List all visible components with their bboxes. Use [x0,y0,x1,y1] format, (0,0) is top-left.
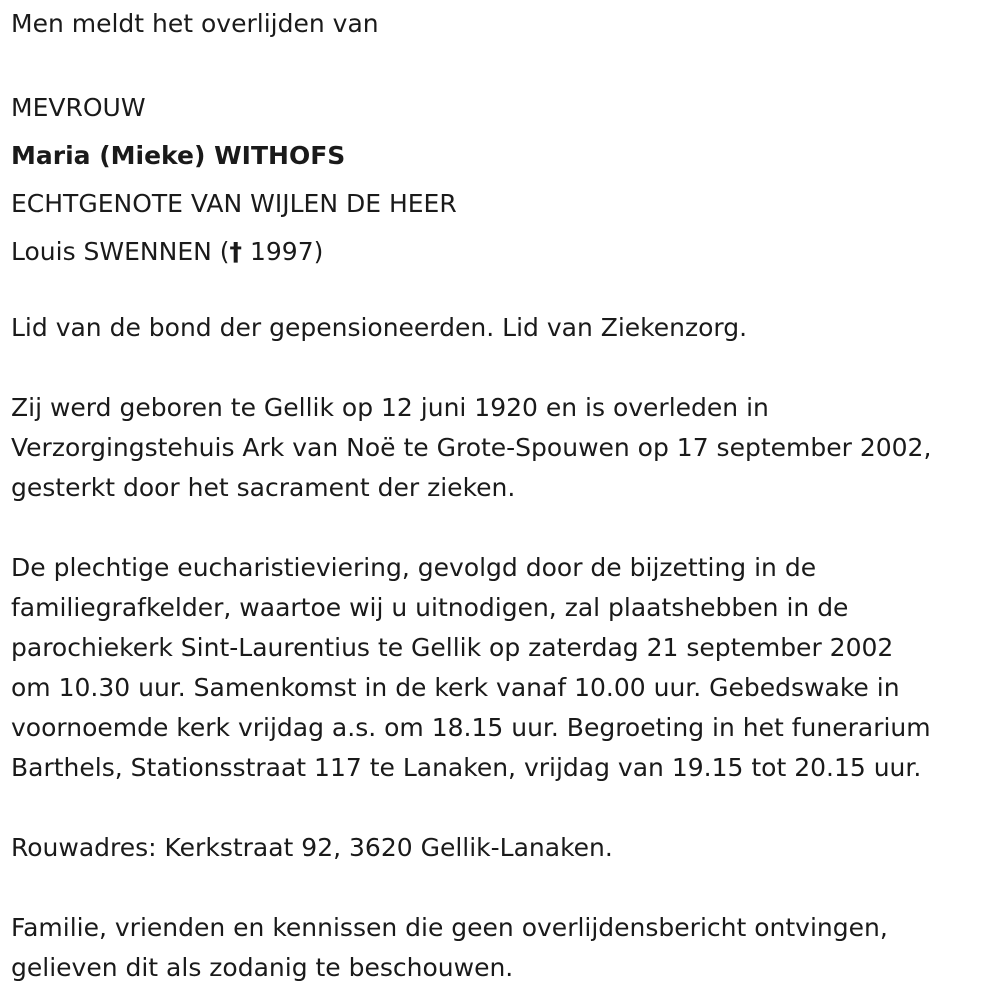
ceremony-paragraph [11,548,996,788]
paragraph-line: Familie, vrienden en kennissen die geen overlijdensbericht ontvingen, [11,913,888,942]
spacer [11,788,996,828]
spacer [11,276,996,308]
paragraph-line: parochiekerk Sint-Laurentius te Gellik op zaterdag 21 september 2002 [11,633,894,662]
address-line: Rouwadres: Kerkstraat 92, 3620 Gellik-Lanaken. [11,833,613,862]
spacer [11,44,996,84]
spouse-name: Louis SWENNEN ( [11,237,230,266]
spacer [11,508,996,548]
paragraph-line: voornoemde kerk vrijdag a.s. om 18.15 uur. Begroeting in het funerarium [11,713,931,742]
relation-line: ECHTGENOTE VAN WIJLEN DE HEER [11,189,457,218]
intro-line: Men meldt het overlijden van [11,9,379,38]
paragraph-line: gesterkt door het sacrament der zieken. [11,473,516,502]
title-line: MEVROUW [11,93,146,122]
closing-paragraph [11,908,996,988]
paragraph-line: Zij werd geboren te Gellik op 12 juni 1920 en is overleden in [11,393,769,422]
membership-line: Lid van de bond der gepensioneerden. Lid van Ziekenzorg. [11,313,748,342]
paragraph-line: Barthels, Stationsstraat 117 te Lanaken, vrijdag van 19.15 tot 20.15 uur. [11,753,922,782]
spouse-year: 1997) [242,237,324,266]
paragraph-line: Verzorgingstehuis Ark van Noë te Grote-Spouwen op 17 september 2002, [11,433,932,462]
paragraph-line: De plechtige eucharistieviering, gevolgd door de bijzetting in de [11,553,817,582]
paragraph-line: gelieven dit als zodanig te beschouwen. [11,953,514,982]
spacer [11,348,996,388]
obituary-document [11,4,996,988]
birth-paragraph [11,388,996,508]
deceased-name: Maria (Mieke) WITHOFS [11,141,346,170]
spacer [11,868,996,908]
cross-icon: † [229,237,243,266]
paragraph-line: om 10.30 uur. Samenkomst in de kerk vanaf 10.00 uur. Gebedswake in [11,673,900,702]
name-block [11,84,996,276]
paragraph-line: familiegrafkelder, waartoe wij u uitnodigen, zal plaatshebben in de [11,593,849,622]
spouse-line [11,228,996,276]
